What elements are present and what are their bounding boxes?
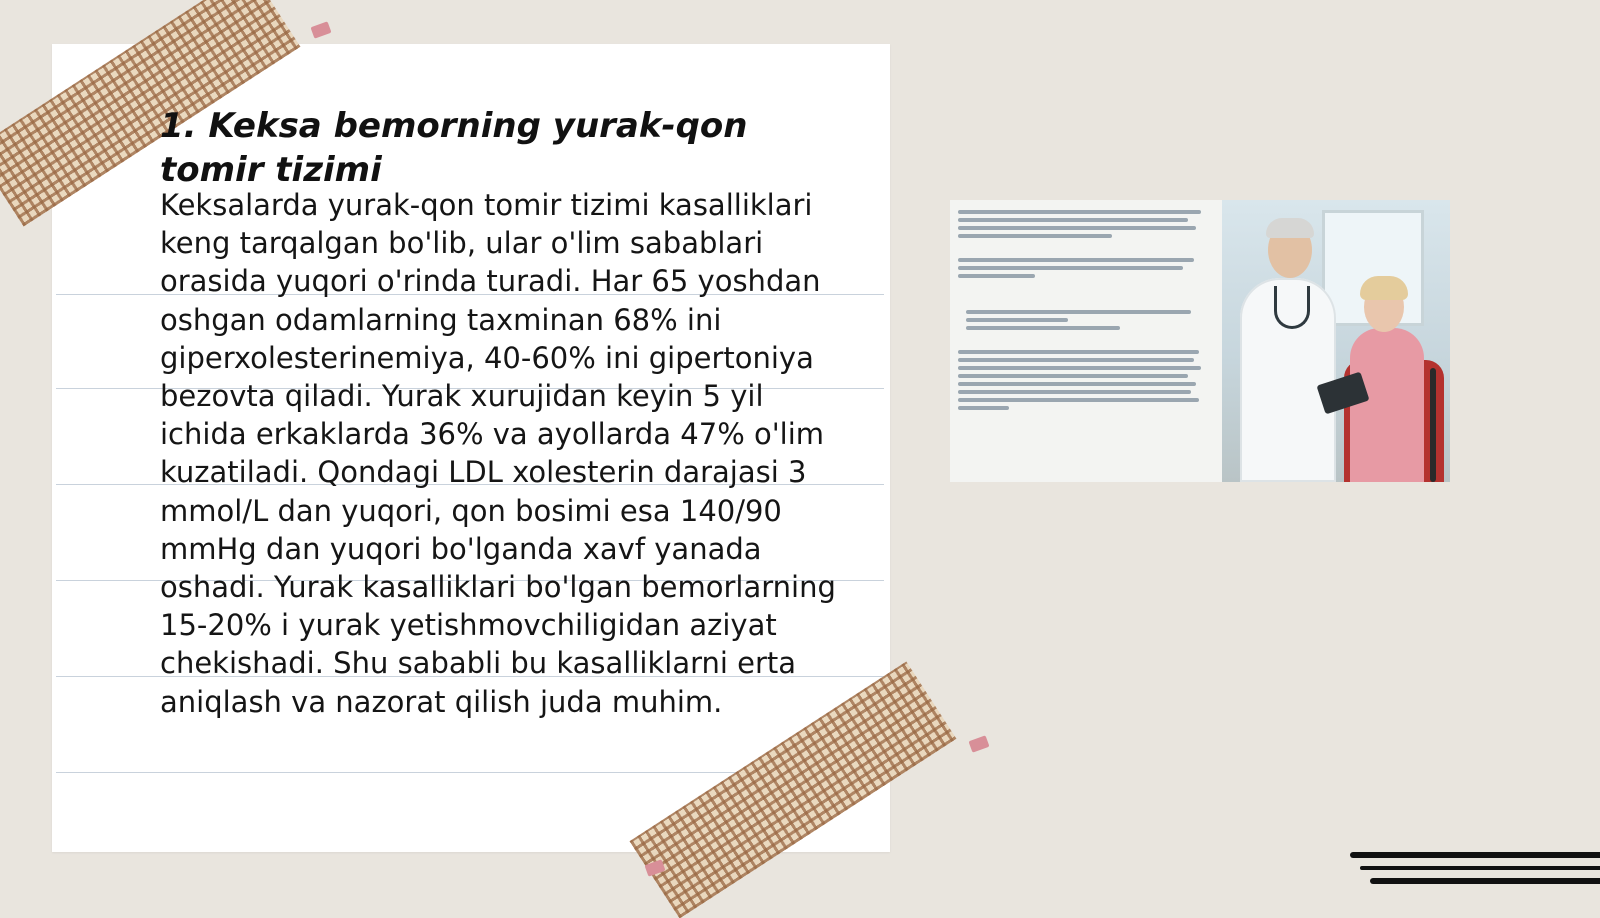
- decorative-stroke: [1360, 866, 1600, 870]
- slide-body-text: Keksalarda yurak-qon tomir tizimi kasalliklari keng tarqalgan bo'lib, ular o'lim sabablari orasida yuqori o'rinda turadi. Har 65 yoshdan oshgan odamlarning taxminan 68% ini giperxolesterinemiya, 40-60% ini gipertoniya bezovta qiladi. Yurak xurujidan keyin 5 yil ichida erkaklarda 36% va ayollarda 47% o'lim kuzatiladi. Qondagi LDL xolesterin darajasi 3 mmol/L dan yuqori, qon bosimi esa 140/90 mmHg dan yuqori bo'lganda xavf yanada oshadi. Yurak kasalliklari bo'lgan bemorlarning 15-20% i yurak yetishmovchiligidan aziyat chekishadi. Shu sababli bu kasalliklarni erta aniqlash va nazorat qilish juda muhim.: [160, 188, 836, 719]
- doctor-patient-figure: [950, 200, 1450, 482]
- tape-tip-decoration: [310, 21, 331, 38]
- stethoscope-icon: [1274, 286, 1310, 329]
- decorative-stroke: [1350, 852, 1600, 858]
- figure-text-block: [950, 200, 1222, 482]
- cane-icon: [1430, 368, 1436, 482]
- decorative-stroke: [1370, 878, 1600, 884]
- slide-title: 1. Keksa bemorning yurak-qon tomir tizimi: [160, 106, 748, 190]
- doctor-patient-photo: [1222, 200, 1450, 482]
- patient-icon: [1350, 328, 1424, 482]
- tape-tip-decoration: [968, 735, 989, 752]
